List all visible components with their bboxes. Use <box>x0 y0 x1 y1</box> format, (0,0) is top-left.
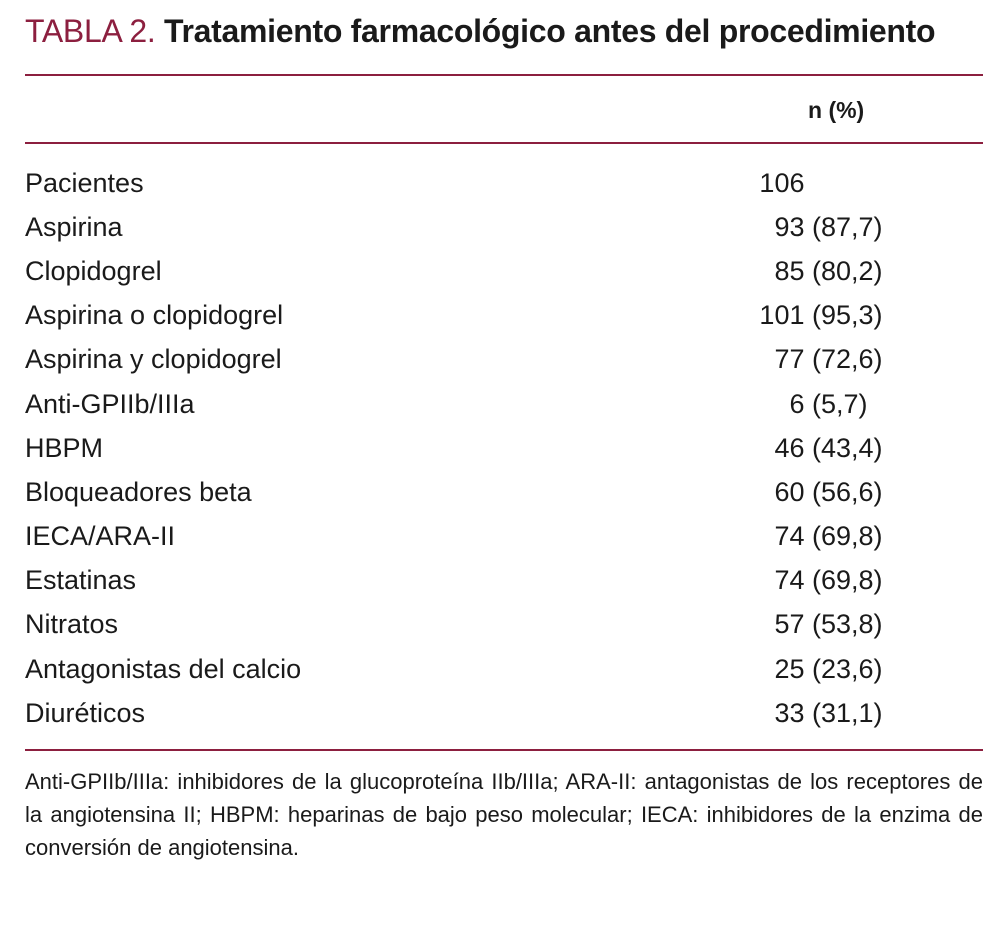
table-label: TABLA 2. <box>25 13 156 49</box>
row-count: 106 <box>759 167 805 198</box>
row-value <box>745 249 983 293</box>
row-label: Anti-GPIIb/IIIa <box>25 388 195 419</box>
row-label: Estatinas <box>25 565 137 596</box>
row-label: Pacientes <box>25 167 144 198</box>
row-label: Clopidogrel <box>25 255 162 286</box>
row-value <box>745 382 983 426</box>
table-row <box>25 338 983 382</box>
row-value <box>745 426 983 470</box>
row-count: 6 <box>789 388 805 419</box>
table-row <box>25 603 983 647</box>
table-row <box>25 647 983 691</box>
row-percent: (72,6) <box>812 344 883 375</box>
table-row <box>25 205 983 249</box>
row-label: Nitratos <box>25 609 119 640</box>
table-row <box>25 559 983 603</box>
row-label: IECA/ARA-II <box>25 521 176 552</box>
row-label: Diuréticos <box>25 697 146 728</box>
table-row <box>25 161 983 205</box>
row-percent: (69,8) <box>812 521 883 552</box>
row-label: Antagonistas del calcio <box>25 653 302 684</box>
row-percent: (95,3) <box>812 300 883 331</box>
row-percent: (5,7) <box>812 388 868 419</box>
row-value <box>745 470 983 514</box>
table-row <box>25 515 983 559</box>
table-row <box>25 426 983 470</box>
row-percent: (43,4) <box>812 432 883 463</box>
table-row <box>25 249 983 293</box>
row-value <box>745 205 983 249</box>
row-count: 77 <box>774 344 805 375</box>
table-figure <box>25 0 983 886</box>
row-count: 85 <box>774 255 805 286</box>
row-value <box>745 515 983 559</box>
row-label: Aspirina y clopidogrel <box>25 344 282 375</box>
bottom-rule <box>25 749 983 751</box>
column-header-n-pct: n (%) <box>808 97 865 123</box>
row-label: HBPM <box>25 432 104 463</box>
row-value <box>745 691 983 735</box>
row-value <box>745 647 983 691</box>
row-count: 60 <box>774 476 805 507</box>
row-value <box>745 161 983 205</box>
row-count: 74 <box>774 521 805 552</box>
table-footnote: Anti-GPIIb/IIIa: inhibidores de la glucoproteína IIb/IIIa; ARA-II: antagonistas de los receptores de la angiotensina II; HBPM: heparinas de bajo peso molecular; IECA: inhibidores de la enzima de conversión de angiotensina. <box>25 769 983 861</box>
row-value <box>745 559 983 603</box>
row-count: 93 <box>774 211 805 242</box>
row-count: 101 <box>759 300 805 331</box>
table-row <box>25 470 983 514</box>
row-count: 74 <box>774 565 805 596</box>
row-percent: (69,8) <box>812 565 883 596</box>
row-percent: (53,8) <box>812 609 883 640</box>
column-header-row <box>25 76 983 142</box>
row-count: 46 <box>774 432 805 463</box>
row-count: 25 <box>774 653 805 684</box>
row-value <box>745 338 983 382</box>
table-row <box>25 691 983 735</box>
row-percent: (31,1) <box>812 697 883 728</box>
row-percent: (23,6) <box>812 653 883 684</box>
row-percent: (87,7) <box>812 211 883 242</box>
row-label: Aspirina <box>25 211 123 242</box>
row-count: 57 <box>774 609 805 640</box>
table-row <box>25 294 983 338</box>
row-value <box>745 294 983 338</box>
row-count: 33 <box>774 697 805 728</box>
table-row <box>25 382 983 426</box>
table-title-text: Tratamiento farmacológico antes del procedimiento <box>164 13 936 49</box>
row-percent: (56,6) <box>812 476 883 507</box>
row-value <box>745 603 983 647</box>
row-label: Aspirina o clopidogrel <box>25 300 284 331</box>
data-table <box>25 161 983 735</box>
row-label: Bloqueadores beta <box>25 476 252 507</box>
table-title <box>25 8 983 54</box>
row-percent: (80,2) <box>812 255 883 286</box>
header-rule <box>25 142 983 144</box>
